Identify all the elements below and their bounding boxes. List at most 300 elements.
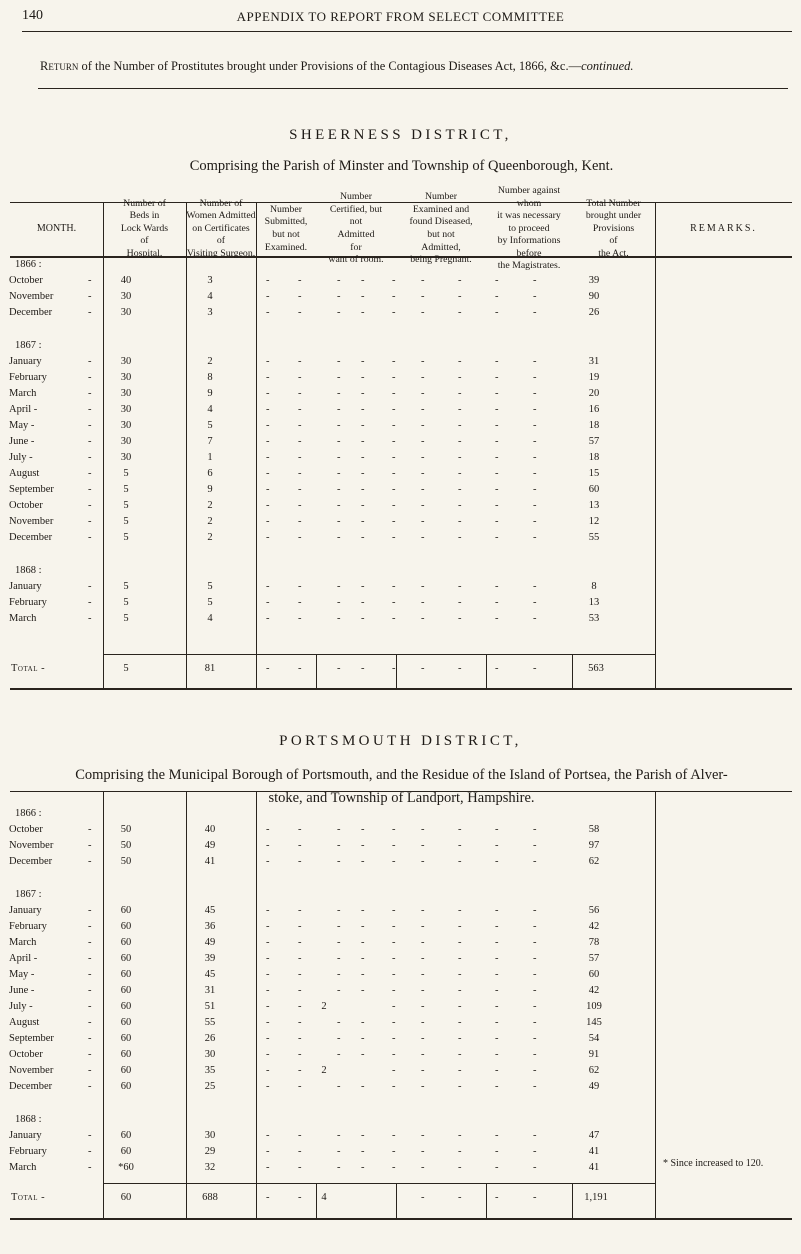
dash-mark: - [458,663,462,674]
dash-mark: - [337,275,341,286]
header-line: Hospital. [126,247,163,259]
dash-mark: - [533,1130,537,1141]
dash-mark: - [533,905,537,916]
beds-cell: 50 [120,856,132,867]
admitted-cell: 26 [204,1033,216,1044]
dash-mark: - [337,985,341,996]
beds-cell: 60 [120,1033,132,1044]
dash-mark: - [266,856,270,867]
month-dash: - [88,597,92,608]
dash-mark: - [533,921,537,932]
admitted-total: 81 [204,663,216,674]
dash-mark: - [421,969,425,980]
total-cell: 42 [588,985,600,996]
dash-mark: - [495,905,499,916]
header-line: whom [516,197,542,209]
dash-mark: - [298,581,302,592]
admitted-cell: 31 [204,985,216,996]
return-title-tail: continued. [581,59,634,73]
dash-mark: - [298,404,302,415]
dash-mark: - [298,468,302,479]
dash-mark: - [298,1033,302,1044]
dash-mark: - [421,1130,425,1141]
dash-mark: - [361,1162,365,1173]
dash-mark: - [533,275,537,286]
dash-mark: - [392,436,396,447]
dash-mark: - [361,468,365,479]
total-cell: 19 [588,372,600,383]
dash-mark: - [298,1017,302,1028]
dash-mark: - [392,824,396,835]
header-line: Number of [199,197,243,209]
dash-mark: - [495,388,499,399]
month-dash: - [88,468,92,479]
dash-mark: - [266,1192,270,1203]
portsmouth-title: PORTSMOUTH DISTRICT, [279,733,522,749]
admitted-cell: 4 [207,291,213,302]
dash-mark: - [337,663,341,674]
dash-mark: - [458,856,462,867]
month-cell: October [9,824,43,835]
month-cell: October [9,500,43,511]
admitted-cell: 5 [207,420,213,431]
dash-mark: - [337,484,341,495]
dash-mark: - [361,420,365,431]
column-header-text [256,204,316,254]
dash-mark: - [533,985,537,996]
total-cell: 16 [588,404,600,415]
dash-mark: - [458,1017,462,1028]
dash-mark: - [533,953,537,964]
dash-mark: - [458,1033,462,1044]
column-header-text [396,191,486,267]
month-dash: - [88,1130,92,1141]
dash-mark: - [458,404,462,415]
dash-mark: - [337,597,341,608]
month-cell: February [9,921,47,932]
total-cell: 47 [588,1130,600,1141]
dash-mark: - [458,969,462,980]
total-top-rule [103,654,655,655]
month-cell: March [9,937,37,948]
dash-mark: - [361,436,365,447]
header-line: Examined. [264,241,308,253]
admitted-cell: 35 [204,1065,216,1076]
dash-mark: - [421,937,425,948]
dash-mark: - [361,1017,365,1028]
month-cell: November [9,291,54,302]
dash-mark: - [533,436,537,447]
dash-mark: - [458,532,462,543]
total-cell: 58 [588,824,600,835]
table-top-rule [10,791,792,792]
header-line: Admitted, [421,241,461,253]
dash-mark: - [337,500,341,511]
dash-mark: - [458,840,462,851]
column-rule [256,202,257,688]
dash-mark: - [266,1081,270,1092]
portsmouth-subtitle-2: stoke, and Township of Landport, Hampshire. [268,790,535,806]
dash-mark: - [458,275,462,286]
dash-mark: - [361,388,365,399]
dash-mark: - [533,484,537,495]
dash-mark: - [361,581,365,592]
certified-total: 4 [321,1192,327,1203]
remarks-header: REMARKS. [690,222,757,234]
dash-mark: - [421,436,425,447]
admitted-cell: 6 [207,468,213,479]
header-line: Number of [123,197,166,209]
total-cell: 18 [588,452,600,463]
header-line: of [609,235,618,247]
dash-mark: - [392,452,396,463]
column-header-5 [396,191,486,266]
total-cell: 60 [588,969,600,980]
dash-mark: - [458,436,462,447]
dash-mark: - [533,824,537,835]
beds-total: 5 [123,663,129,674]
dash-mark: - [533,597,537,608]
year-label: 1867 : [15,889,42,900]
dash-mark: - [458,581,462,592]
month-cell: June - [9,985,35,996]
month-dash: - [88,532,92,543]
dash-mark: - [458,921,462,932]
total-cell: 57 [588,436,600,447]
dash-mark: - [458,372,462,383]
dash-mark: - [421,452,425,463]
title-rule [38,88,788,89]
dash-mark: - [495,663,499,674]
admitted-cell: 2 [207,356,213,367]
dash-mark: - [533,372,537,383]
dash-mark: - [337,953,341,964]
month-dash: - [88,840,92,851]
dash-mark: - [298,937,302,948]
dash-mark: - [495,937,499,948]
dash-mark: - [458,824,462,835]
dash-mark: - [298,1162,302,1173]
dash-mark: - [495,1130,499,1141]
month-dash: - [88,613,92,624]
month-cell: January [9,581,42,592]
beds-cell: 5 [123,516,129,527]
dash-mark: - [421,1081,425,1092]
admitted-cell: 3 [207,307,213,318]
header-line: the Act. [598,247,629,259]
dash-mark: - [421,388,425,399]
beds-cell: 60 [120,969,132,980]
total-cell: 55 [588,532,600,543]
column-rule [103,791,104,1218]
total-cell: 62 [588,1065,600,1076]
dash-mark: - [421,307,425,318]
dash-mark: - [458,1001,462,1012]
total-cell: 62 [588,856,600,867]
dash-mark: - [266,921,270,932]
header-line: want of room. [328,254,384,266]
total-cell: 97 [588,840,600,851]
dash-mark: - [533,613,537,624]
dash-mark: - [298,420,302,431]
dash-mark: - [392,500,396,511]
month-cell: January [9,905,42,916]
return-title-lead: Return [40,59,79,73]
beds-cell: 5 [123,581,129,592]
header-line: Number against [497,184,561,196]
month-dash: - [88,500,92,511]
dash-mark: - [495,436,499,447]
column-header-text [186,198,256,261]
admitted-cell: 9 [207,484,213,495]
dash-mark: - [298,905,302,916]
total-cell: 41 [588,1146,600,1157]
beds-cell: 5 [123,484,129,495]
month-dash: - [88,404,92,415]
dash-mark: - [337,921,341,932]
dash-mark: - [421,356,425,367]
dash-mark: - [361,663,365,674]
column-rule [655,791,656,1218]
certified-cell: 2 [321,1065,327,1076]
month-dash: - [88,452,92,463]
dash-mark: - [533,1192,537,1203]
beds-cell: 50 [120,840,132,851]
dash-mark: - [458,1146,462,1157]
admitted-cell: 5 [207,581,213,592]
dash-mark: - [266,420,270,431]
admitted-cell: 3 [207,275,213,286]
month-cell: August [9,468,40,479]
dash-mark: - [495,1081,499,1092]
admitted-cell: 36 [204,921,216,932]
beds-cell: 60 [120,1130,132,1141]
total-cell: 13 [588,597,600,608]
dash-mark: - [298,1130,302,1141]
header-line: Total Number [586,197,641,209]
month-cell: October [9,275,43,286]
beds-cell: 30 [120,307,132,318]
dash-mark: - [495,500,499,511]
dash-mark: - [266,1033,270,1044]
dash-mark: - [266,905,270,916]
month-cell: December [9,1081,53,1092]
dash-mark: - [392,856,396,867]
dash-mark: - [533,532,537,543]
month-dash: - [88,516,92,527]
table-bottom-rule [10,688,792,690]
dash-mark: - [392,1130,396,1141]
column-header-text [572,198,655,261]
month-dash: - [88,307,92,318]
dash-mark: - [533,856,537,867]
month-dash: - [88,905,92,916]
dash-mark: - [458,1192,462,1203]
dash-mark: - [298,985,302,996]
header-line: for [350,241,362,253]
dash-mark: - [495,581,499,592]
column-rule [486,1183,487,1218]
dash-mark: - [495,420,499,431]
column-header-6 [486,184,572,272]
dash-mark: - [392,1033,396,1044]
dash-mark: - [298,436,302,447]
beds-cell: 60 [120,1065,132,1076]
month-dash: - [88,1049,92,1060]
dash-mark: - [458,937,462,948]
month-cell: July - [9,1001,33,1012]
month-dash: - [88,420,92,431]
month-cell: May - [9,420,35,431]
dash-mark: - [392,372,396,383]
dash-mark: - [337,516,341,527]
dash-mark: - [361,824,365,835]
dash-mark: - [458,985,462,996]
dash-mark: - [421,1146,425,1157]
dash-mark: - [533,291,537,302]
dash-mark: - [495,856,499,867]
dash-mark: - [266,356,270,367]
beds-cell: 60 [120,1017,132,1028]
header-line: it was necessary [497,210,561,222]
dash-mark: - [298,516,302,527]
dash-mark: - [298,613,302,624]
dash-mark: - [266,840,270,851]
dash-mark: - [495,1146,499,1157]
dash-mark: - [533,1017,537,1028]
dash-mark: - [458,1130,462,1141]
dash-mark: - [392,1065,396,1076]
dash-mark: - [495,1065,499,1076]
dash-mark: - [361,1081,365,1092]
dash-mark: - [361,275,365,286]
column-header-text [316,191,396,267]
dash-mark: - [458,1162,462,1173]
month-dash: - [88,985,92,996]
header-line: Women Admitted [186,210,256,222]
dash-mark: - [361,597,365,608]
dash-mark: - [495,356,499,367]
admitted-cell: 2 [207,500,213,511]
dash-mark: - [266,468,270,479]
admitted-cell: 30 [204,1049,216,1060]
total-cell: 18 [588,420,600,431]
admitted-cell: 40 [204,824,216,835]
dash-mark: - [533,1033,537,1044]
dash-mark: - [298,356,302,367]
dash-mark: - [337,1033,341,1044]
total-cell: 57 [588,953,600,964]
dash-mark: - [458,516,462,527]
column-rule [572,654,573,688]
dash-mark: - [361,356,365,367]
dash-mark: - [421,1001,425,1012]
dash-mark: - [533,1065,537,1076]
dash-mark: - [533,468,537,479]
dash-mark: - [421,484,425,495]
month-dash: - [88,1146,92,1157]
sheerness-subtitle: Comprising the Parish of Minster and Township of Queenborough, Kent. [189,158,614,174]
beds-total: 60 [120,1192,132,1203]
admitted-cell: 49 [204,840,216,851]
grand-total: 1,191 [584,1192,608,1203]
dash-mark: - [421,663,425,674]
dash-mark: - [495,275,499,286]
total-cell: 8 [591,581,597,592]
month-dash: - [88,824,92,835]
dash-mark: - [458,307,462,318]
month-dash: - [88,1081,92,1092]
dash-mark: - [298,856,302,867]
dash-mark: - [495,468,499,479]
dash-mark: - [421,372,425,383]
month-dash: - [88,953,92,964]
month-cell: February [9,597,47,608]
admitted-cell: 30 [204,1130,216,1141]
month-dash: - [88,484,92,495]
column-rule [396,654,397,688]
beds-cell: 30 [120,291,132,302]
dash-mark: - [495,516,499,527]
dash-mark: - [458,452,462,463]
dash-mark: - [392,969,396,980]
column-rule [186,791,187,1218]
dash-mark: - [337,532,341,543]
dash-mark: - [266,1162,270,1173]
dash-mark: - [421,275,425,286]
return-title [40,59,800,74]
dash-mark: - [533,420,537,431]
dash-mark: - [361,404,365,415]
dash-mark: - [337,1081,341,1092]
dash-mark: - [421,1065,425,1076]
dash-mark: - [266,388,270,399]
dash-mark: - [361,532,365,543]
dash-mark: - [392,840,396,851]
dash-mark: - [361,1146,365,1157]
dash-mark: - [495,1033,499,1044]
month-cell: May - [9,969,35,980]
dash-mark: - [421,404,425,415]
total-cell: 13 [588,500,600,511]
column-rule [486,654,487,688]
admitted-cell: 49 [204,937,216,948]
dash-mark: - [298,388,302,399]
dash-mark: - [298,1049,302,1060]
column-header-4 [316,191,396,266]
admitted-cell: 1 [207,452,213,463]
dash-mark: - [361,1033,365,1044]
month-cell: March [9,1162,37,1173]
dash-mark: - [337,420,341,431]
beds-cell: *60 [118,1162,134,1173]
dash-mark: - [392,1081,396,1092]
dash-mark: - [337,840,341,851]
dash-mark: - [337,307,341,318]
month-cell: October [9,1049,43,1060]
admitted-cell: 32 [204,1162,216,1173]
column-rule [396,1183,397,1218]
dash-mark: - [266,372,270,383]
column-rule [655,202,656,688]
dash-mark: - [298,597,302,608]
dash-mark: - [266,1017,270,1028]
dash-mark: - [533,840,537,851]
dash-mark: - [495,824,499,835]
header-line: Certified, but [329,203,383,215]
total-cell: 20 [588,388,600,399]
dash-mark: - [392,663,396,674]
